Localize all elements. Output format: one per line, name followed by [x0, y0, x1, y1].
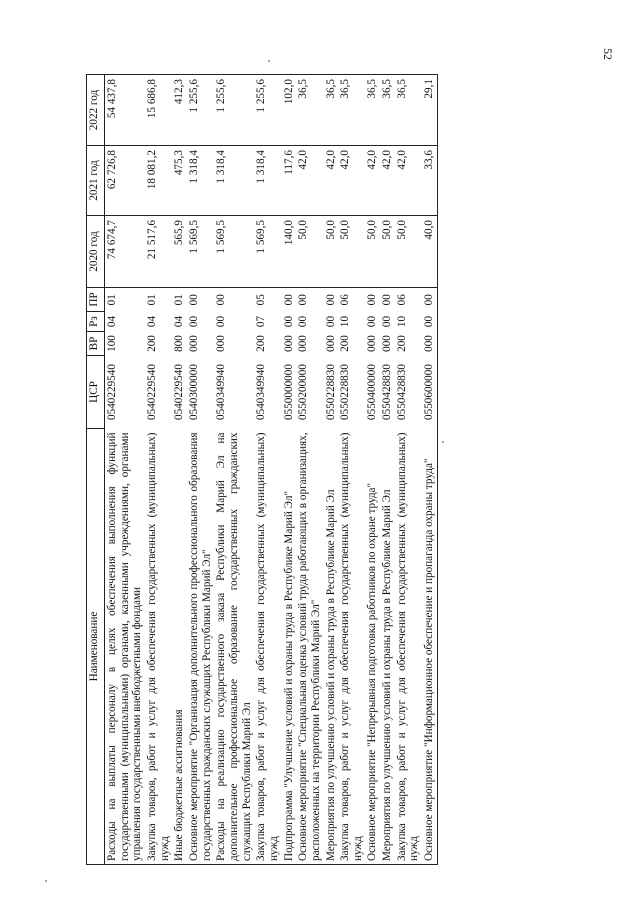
- table-row: [172, 75, 187, 865]
- cell-rz: 00: [215, 315, 228, 328]
- scan-speck: [45, 880, 47, 882]
- cell-pr: 06: [339, 294, 352, 306]
- cell-rz: 00: [187, 315, 200, 328]
- cell-vr: 000: [187, 335, 200, 352]
- cell-vr: 000: [422, 332, 437, 356]
- cell-2022: 36,5: [324, 75, 339, 146]
- cell-pr: 00: [215, 294, 228, 306]
- scan-speck: [442, 441, 444, 443]
- cell-rz: 07: [255, 315, 268, 328]
- cell-pr: 01: [106, 294, 118, 306]
- cell-name: Закупка товаров, работ и услуг для обеспечения государственных (муниципальных) нужд: [254, 429, 281, 865]
- header-pr: ПР: [87, 288, 105, 312]
- cell-2022: 36,5: [395, 75, 422, 146]
- cell-vr: 000: [324, 335, 337, 352]
- cell-name: Закупка товаров, работ и услуг для обеспечения государственных (муниципальных) нужд: [338, 429, 365, 865]
- cell-2021: 117,6: [282, 146, 297, 216]
- cell-csr: 0540229540: [106, 364, 118, 420]
- cell-pr: 00: [381, 294, 394, 306]
- cell-name: Закупка товаров, работ и услуг для обеспечения государственных (муниципальных) нужд: [145, 429, 172, 865]
- cell-name: Основное мероприятие "Организация дополнительного профессионального образования государственных гражданских служащих Республики Марий Эл": [187, 429, 214, 865]
- cell-2022: 54 437,8: [105, 75, 145, 146]
- cell-csr: 0550428830: [381, 364, 394, 420]
- header-csr: ЦСР: [87, 356, 105, 429]
- table-row: [254, 75, 281, 865]
- cell-2022: 102,0: [282, 75, 297, 146]
- cell-csr: 0540229540: [173, 364, 186, 420]
- cell-2022: 36,5: [380, 75, 395, 146]
- cell-vr: 200: [145, 335, 158, 352]
- cell-pr: 00: [297, 294, 310, 306]
- cell-vr: 200: [339, 335, 352, 352]
- budget-table: [86, 74, 438, 865]
- cell-2020: 140,0: [282, 216, 297, 288]
- cell-csr: 0550400000: [366, 364, 379, 420]
- cell-2022: 36,5: [296, 75, 323, 146]
- cell-2020: 50,0: [395, 216, 422, 288]
- table-row: [395, 75, 422, 865]
- cell-2020: 50,0: [324, 216, 339, 288]
- cell-name: Расходы на выплаты персоналу в целях обеспечения выполнения функций государственными (муниципальными) органами, казенными учреждениями, органами управления государственными внебюджетными фондами: [105, 429, 145, 865]
- cell-2021: 1 318,4: [214, 146, 254, 216]
- cell-pr: 06: [395, 294, 408, 306]
- table-row: [422, 75, 437, 865]
- cell-2022: 412,3: [172, 75, 187, 146]
- cell-2021: 42,0: [380, 146, 395, 216]
- cell-2020: 1 569,5: [214, 216, 254, 288]
- page-number: 52: [601, 48, 615, 60]
- cell-rz: 04: [106, 315, 118, 328]
- table-row: [145, 75, 172, 865]
- header-2020: 2020 год: [87, 216, 105, 288]
- cell-vr: 100: [106, 335, 118, 352]
- cell-name: Подпрограмма "Улучшение условий и охраны труда в Республике Марий Эл": [282, 429, 297, 865]
- cell-2021: 42,0: [296, 146, 323, 216]
- cell-2020: 21 517,6: [145, 216, 172, 288]
- scan-speck: [268, 60, 270, 62]
- cell-pr: 00: [366, 294, 379, 306]
- cell-csr: 0540349940: [255, 364, 268, 420]
- cell-2021: 1 318,4: [187, 146, 214, 216]
- header-rz: Рз: [87, 312, 105, 332]
- cell-2022: 1 255,6: [214, 75, 254, 146]
- cell-vr: 200: [255, 335, 268, 352]
- cell-vr: 800: [173, 335, 186, 352]
- cell-2020: 50,0: [338, 216, 365, 288]
- table-row: [324, 75, 339, 865]
- cell-2021: 33,6: [422, 146, 437, 216]
- cell-rz: 00: [381, 315, 394, 328]
- table-row: [214, 75, 254, 865]
- cell-2021: 475,3: [172, 146, 187, 216]
- cell-vr: 200: [395, 335, 408, 352]
- cell-rz: 00: [366, 315, 379, 328]
- cell-2021: 42,0: [338, 146, 365, 216]
- cell-csr: 0540349940: [215, 364, 228, 420]
- cell-name: Основное мероприятие "Специальная оценка условий труда работающих в организациях, расположенных на территории Республики Марий Эл": [296, 429, 323, 865]
- cell-vr: 000: [381, 335, 394, 352]
- cell-2021: 42,0: [395, 146, 422, 216]
- cell-csr: 0540300000: [187, 364, 200, 420]
- cell-2020: 74 674,7: [105, 216, 145, 288]
- header-2021: 2021 год: [87, 146, 105, 216]
- cell-2022: 1 255,6: [187, 75, 214, 146]
- table-row: [282, 75, 297, 865]
- cell-2022: 36,5: [338, 75, 365, 146]
- cell-2020: 50,0: [296, 216, 323, 288]
- cell-csr: 0550600000: [422, 356, 437, 429]
- cell-2020: 1 569,5: [254, 216, 281, 288]
- cell-2020: 40,0: [422, 216, 437, 288]
- header-vr: ВР: [87, 332, 105, 356]
- cell-pr: 01: [173, 294, 186, 306]
- cell-rz: 00: [324, 315, 337, 328]
- cell-vr: 000: [282, 335, 295, 352]
- table-row: [365, 75, 380, 865]
- cell-2020: 565,9: [172, 216, 187, 288]
- cell-name: Основное мероприятие "Непрерывная подготовка работников по охране труда": [365, 429, 380, 865]
- cell-pr: 01: [145, 294, 158, 306]
- cell-pr: 00: [422, 288, 437, 312]
- cell-csr: 0550228830: [324, 364, 337, 420]
- cell-vr: 000: [215, 335, 228, 352]
- cell-csr: 0550228830: [339, 364, 352, 420]
- cell-csr: 0540229540: [145, 364, 158, 420]
- cell-name: Закупка товаров, работ и услуг для обеспечения государственных (муниципальных) нужд: [395, 429, 422, 865]
- cell-csr: 0550428830: [395, 364, 408, 420]
- cell-csr: 0550000000: [282, 364, 295, 420]
- table-row: [187, 75, 214, 865]
- cell-rz: 00: [297, 315, 310, 328]
- table-row: [380, 75, 395, 865]
- cell-name: Основное мероприятие "Информационное обеспечение и пропаганда охраны труда": [422, 429, 437, 865]
- cell-2021: 42,0: [365, 146, 380, 216]
- rotated-table-container: [86, 75, 556, 865]
- cell-2020: 50,0: [380, 216, 395, 288]
- cell-2020: 1 569,5: [187, 216, 214, 288]
- cell-name: Расходы на реализацию государственного заказа Республики Марий Эл на дополнительное профессиональное образование государственных гражданских служащих Республики Марий Эл: [214, 429, 254, 865]
- cell-rz: 04: [145, 315, 158, 328]
- cell-2022: 29,1: [422, 75, 437, 146]
- cell-name: Иные бюджетные ассигнования: [172, 429, 187, 865]
- cell-pr: 00: [187, 294, 200, 306]
- table-row: [296, 75, 323, 865]
- cell-2020: 50,0: [365, 216, 380, 288]
- cell-2022: 1 255,6: [254, 75, 281, 146]
- cell-rz: 10: [339, 315, 352, 328]
- cell-2022: 36,5: [365, 75, 380, 146]
- cell-rz: 00: [282, 315, 295, 328]
- cell-vr: 000: [366, 335, 379, 352]
- cell-csr: 0550200000: [297, 364, 310, 420]
- cell-2022: 15 686,8: [145, 75, 172, 146]
- cell-2021: 1 318,4: [254, 146, 281, 216]
- cell-vr: 000: [297, 335, 310, 352]
- cell-rz: 00: [422, 312, 437, 332]
- table-header: [87, 75, 105, 865]
- cell-rz: 10: [395, 315, 408, 328]
- cell-2021: 62 726,8: [105, 146, 145, 216]
- cell-pr: 00: [324, 294, 337, 306]
- cell-name: Мероприятия по улучшению условий и охраны труда в Республике Марий Эл: [324, 429, 339, 865]
- cell-rz: 04: [173, 315, 186, 328]
- cell-pr: 05: [255, 294, 268, 306]
- cell-name: Мероприятия по улучшению условий и охраны труда в Республике Марий Эл: [380, 429, 395, 865]
- cell-2021: 18 081,2: [145, 146, 172, 216]
- header-2022: 2022 год: [87, 75, 105, 146]
- table-row: [105, 75, 145, 865]
- table-body: [105, 75, 438, 865]
- cell-pr: 00: [282, 294, 295, 306]
- cell-2021: 42,0: [324, 146, 339, 216]
- table-row: [338, 75, 365, 865]
- header-name: Наименование: [87, 429, 105, 865]
